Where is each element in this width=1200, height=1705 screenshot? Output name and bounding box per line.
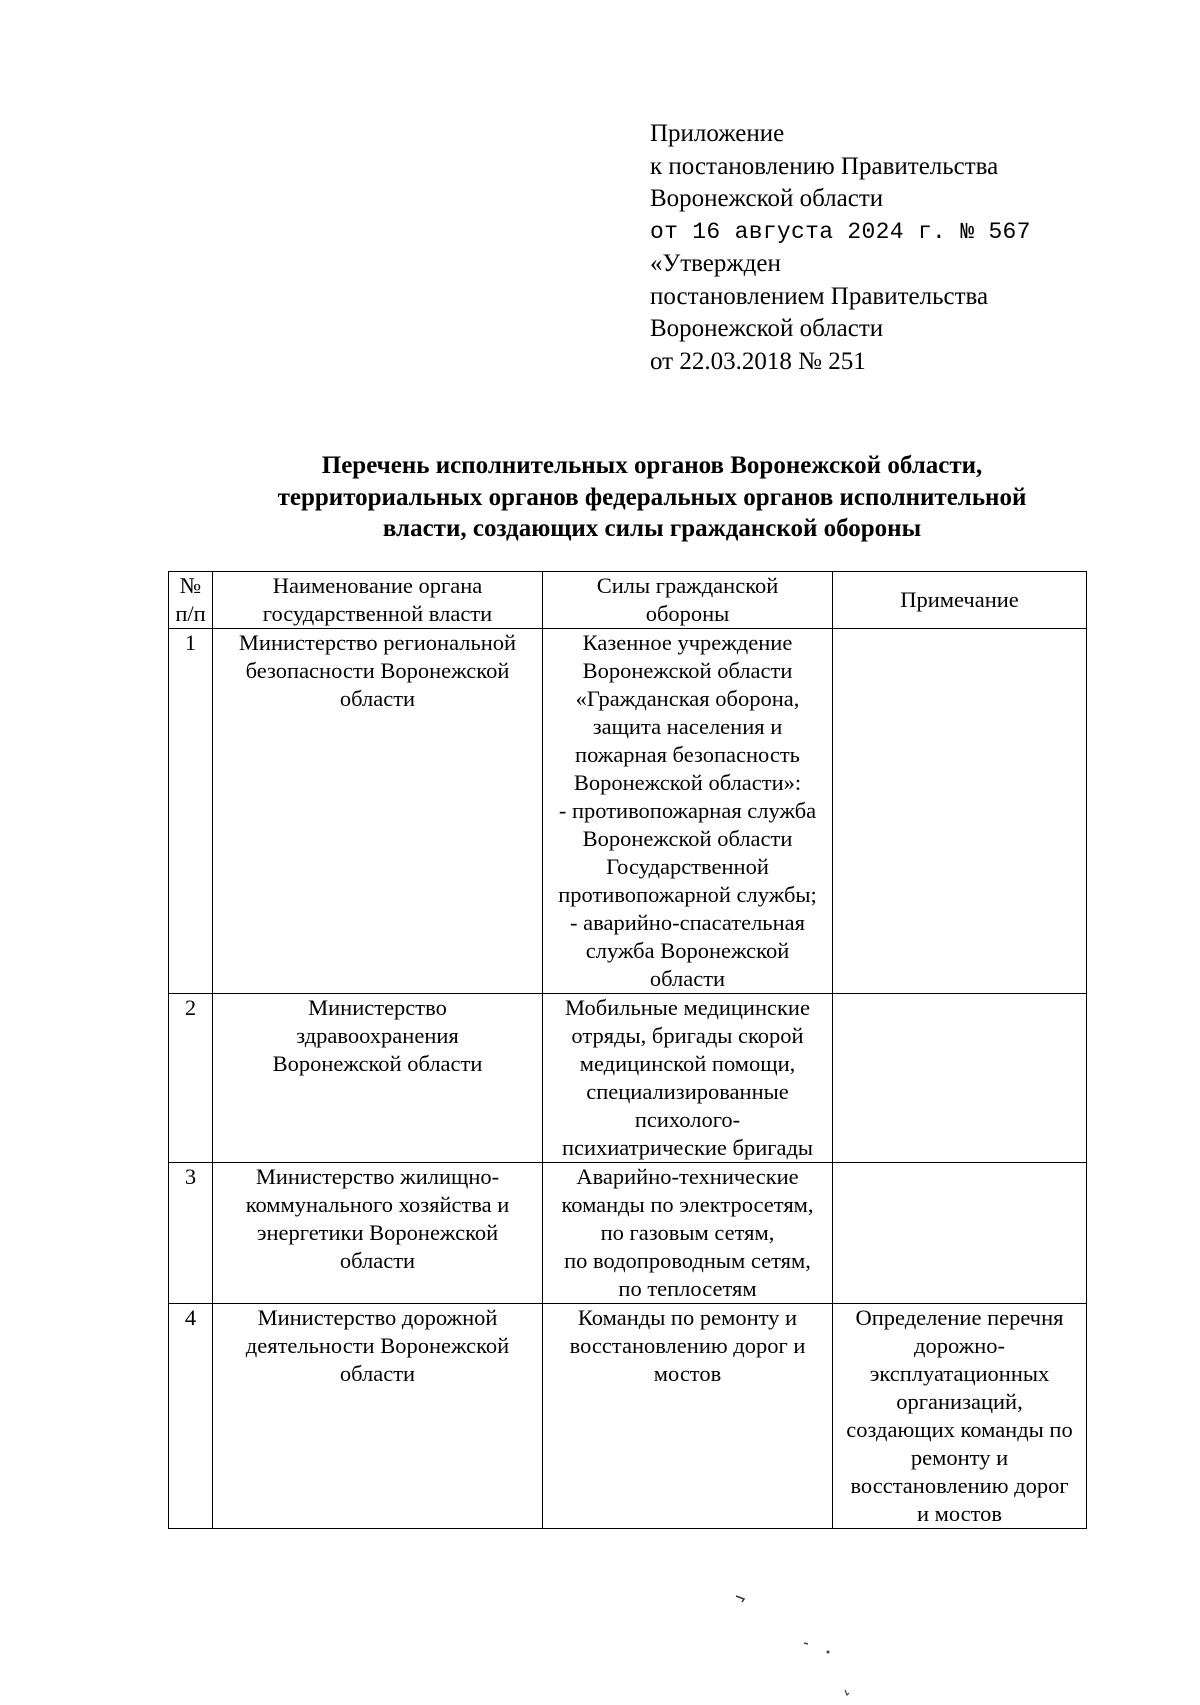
row-number: 4 xyxy=(169,1304,213,1529)
organ-name xyxy=(213,629,543,994)
civil-defense-forces-line: - противопожарная служба xyxy=(558,798,817,823)
civil-defense-forces xyxy=(543,629,833,994)
note xyxy=(833,1304,1087,1529)
table-row xyxy=(169,994,1087,1163)
organ-name-line: безопасности Воронежской xyxy=(245,658,510,683)
civil-defense-forces-line: Аварийно-технические xyxy=(576,1164,799,1189)
organ-name-line: Министерство xyxy=(308,995,447,1020)
header-forces xyxy=(543,572,833,629)
row-number: 1 xyxy=(169,629,213,994)
header-num xyxy=(169,572,213,629)
civil-defense-forces-line: отряды, бригады скорой xyxy=(571,1023,804,1048)
scan-speck xyxy=(827,1651,830,1654)
header-note-text: Примечание xyxy=(900,587,1019,612)
civil-defense-forces-line: пожарная безопасность xyxy=(575,742,800,767)
annex-date-number: от 16 августа 2024 г. № 567 xyxy=(650,218,1031,245)
civil-defense-forces xyxy=(543,994,833,1163)
civil-defense-forces-line: по теплосетям xyxy=(618,1276,757,1301)
organ-name-line: энергетики Воронежской xyxy=(256,1220,499,1245)
civil-defense-forces-line: восстановлению дорог и xyxy=(569,1333,806,1358)
organ-name-line: Министерство дорожной xyxy=(257,1305,498,1330)
table-body xyxy=(169,629,1087,1529)
organ-name-line: области xyxy=(339,1248,416,1273)
organ-name-line: области xyxy=(339,686,416,711)
note-line: дорожно- xyxy=(914,1333,1005,1358)
annex-line-7: Воронежской области xyxy=(650,315,884,342)
note xyxy=(833,1163,1087,1304)
civil-defense-forces-line: Воронежской области xyxy=(582,826,793,851)
scan-speck xyxy=(736,1596,744,1602)
civil-defense-forces-line: специализированные xyxy=(586,1079,789,1104)
civil-defense-forces-line: Команды по ремонту и xyxy=(577,1305,798,1330)
civil-defense-forces-line: противопожарной службы; xyxy=(558,882,817,907)
row-number: 2 xyxy=(169,994,213,1163)
annex-line-2: к постановлению Правительства xyxy=(650,152,999,180)
header-forces-line-2: обороны xyxy=(645,601,730,626)
table-header-row xyxy=(169,572,1087,629)
civil-defense-forces-line: команды по электросетям, xyxy=(561,1192,814,1217)
header-name-line-2: государственной власти xyxy=(262,601,493,626)
note-line: организаций, xyxy=(896,1389,1023,1414)
civil-defense-forces-line: психолого- xyxy=(634,1107,741,1132)
note xyxy=(833,629,1087,994)
civil-defense-forces-line: по газовым сетям, xyxy=(600,1220,775,1245)
organ-name xyxy=(213,1163,543,1304)
scan-speck xyxy=(845,1690,849,1695)
header-name-line-1: Наименование органа xyxy=(272,573,483,598)
organ-name-line: деятельности Воронежской xyxy=(245,1333,510,1358)
note-line: ремонту и xyxy=(910,1445,1009,1470)
organ-name-line: Министерство региональной xyxy=(238,630,517,655)
annex-line-3: Воронежской области xyxy=(650,185,884,212)
row-number: 3 xyxy=(169,1163,213,1304)
note xyxy=(833,994,1087,1163)
header-num-line-2: п/п xyxy=(175,601,206,626)
civil-defense-forces-line: служба Воронежской xyxy=(585,938,790,963)
civil-defense-forces-line: медицинской помощи, xyxy=(579,1051,796,1076)
civil-defense-forces-line: - аварийно-спасательная xyxy=(570,910,805,935)
title-line-3: власти, создающих силы гражданской обороны xyxy=(382,515,922,542)
annex-block xyxy=(650,118,1031,378)
table-row xyxy=(169,1304,1087,1529)
civil-defense-forces xyxy=(543,1304,833,1529)
organ-name-line: коммунального хозяйства и xyxy=(245,1192,510,1217)
annex-line-1: Приложение xyxy=(650,120,785,147)
civil-defense-forces-line: по водопроводным сетям, xyxy=(564,1248,811,1273)
table-row xyxy=(169,629,1087,994)
civil-defense-forces-line: мостов xyxy=(653,1361,722,1386)
organ-name-line: области xyxy=(339,1361,416,1386)
civil-defense-forces-line: Воронежской области xyxy=(582,658,793,683)
civil-defense-forces-line: «Гражданская оборона, xyxy=(575,686,800,711)
organ-name xyxy=(213,1304,543,1529)
annex-line-8: от 22.03.2018 № 251 xyxy=(650,347,866,375)
note-line: Определение перечня xyxy=(855,1305,1064,1330)
forces-table xyxy=(168,571,1087,1529)
title-line-2: территориальных органов федеральных органов исполнительной xyxy=(277,483,1027,511)
civil-defense-forces xyxy=(543,1163,833,1304)
civil-defense-forces-line: защита населения и xyxy=(592,714,783,739)
civil-defense-forces-line: психиатрические бригады xyxy=(561,1135,814,1160)
civil-defense-forces-line: области xyxy=(649,966,726,991)
civil-defense-forces-line: Воронежской области»: xyxy=(573,770,802,795)
note-line: и мостов xyxy=(916,1501,1003,1526)
header-forces-line-1: Силы гражданской xyxy=(596,573,779,598)
organ-name-line: Министерство жилищно- xyxy=(255,1164,500,1189)
organ-name-line: Воронежской области xyxy=(272,1051,483,1076)
annex-line-6: постановлением Правительства xyxy=(650,282,989,310)
header-name xyxy=(213,572,543,629)
civil-defense-forces-line: Казенное учреждение xyxy=(582,630,793,655)
annex-line-5: «Утвержден xyxy=(650,250,781,277)
organ-name-line: здравоохранения xyxy=(296,1023,459,1048)
scan-speck xyxy=(804,1643,808,1644)
note-line: эксплуатационных xyxy=(869,1361,1050,1386)
title-line-1: Перечень исполнительных органов Воронежской области, xyxy=(321,452,983,479)
note-line: создающих команды по xyxy=(846,1417,1073,1442)
civil-defense-forces-line: Мобильные медицинские xyxy=(565,995,810,1020)
header-note xyxy=(833,572,1087,629)
note-line: восстановлению дорог xyxy=(850,1473,1069,1498)
organ-name xyxy=(213,994,543,1163)
civil-defense-forces-line: Государственной xyxy=(606,854,769,879)
document-title xyxy=(168,450,1136,545)
header-num-line-1: № xyxy=(179,573,202,598)
table-row xyxy=(169,1163,1087,1304)
